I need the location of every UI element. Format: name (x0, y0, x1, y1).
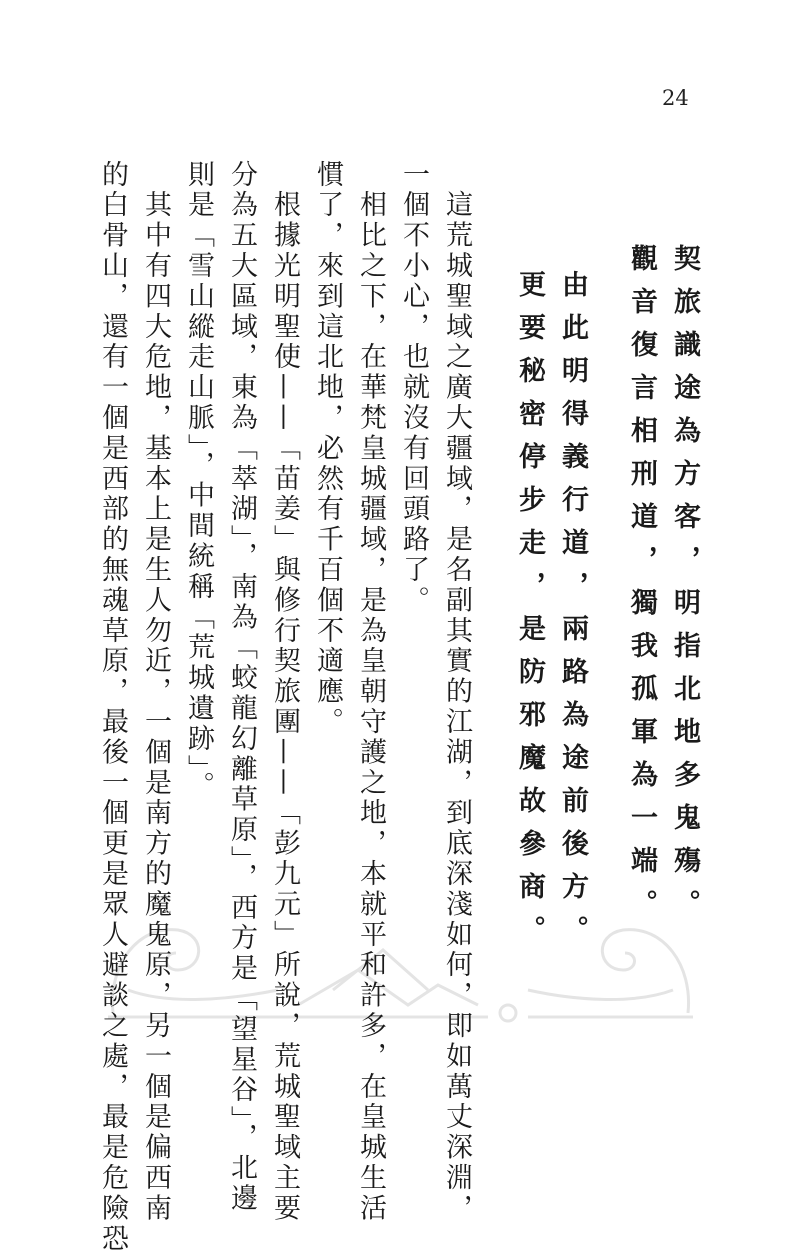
prose-column: 一個不小心，也就沒有回頭路了。 (398, 160, 429, 616)
prose-column: 分為五大區域，東為「萃湖」，南為「蛟龍幻離草原」，西方是「望星谷」，北邊 (226, 160, 257, 1214)
prose-column: 慣了，來到這北地，必然有千百個不適應。 (312, 160, 343, 738)
poem-line: 由此明得義行道，兩路為途前後方。 (557, 270, 588, 958)
prose-column: 這荒城聖域之廣大疆域，是名副其實的江湖，到底深淺如何，即如萬丈深淵， (441, 160, 472, 1224)
prose-column: 則是「雪山縱走山脈」，中間統稱「荒城遺跡」。 (183, 160, 214, 802)
prose-column: 相比之下，在華梵皇城疆域，是為皇朝守護之地，本就平和許多，在皇城生活 (355, 160, 386, 1224)
decorative-cloud-ornament (108, 895, 693, 1035)
page-number: 24 (662, 86, 689, 110)
poem-line: 觀音復言相刑道，獨我孤軍為一端。 (626, 244, 657, 932)
prose-column: 其中有四大危地，基本上是生人勿近，一個是南方的魔鬼原，另一個是偏西南 (140, 160, 171, 1224)
prose-column: 根據光明聖使——「苗姜」與修行契旅團——「彭九元」所說，荒城聖域主要 (269, 160, 300, 1224)
prose-column: 的白骨山，還有一個是西部的無魂草原，最後一個更是眾人避談之處，最是危險恐 (97, 160, 128, 1254)
poem-line: 更要秘密停步走，是防邪魔故參商。 (514, 270, 545, 958)
poem-line: 契旅識途為方客，明指北地多鬼殤。 (669, 244, 700, 932)
